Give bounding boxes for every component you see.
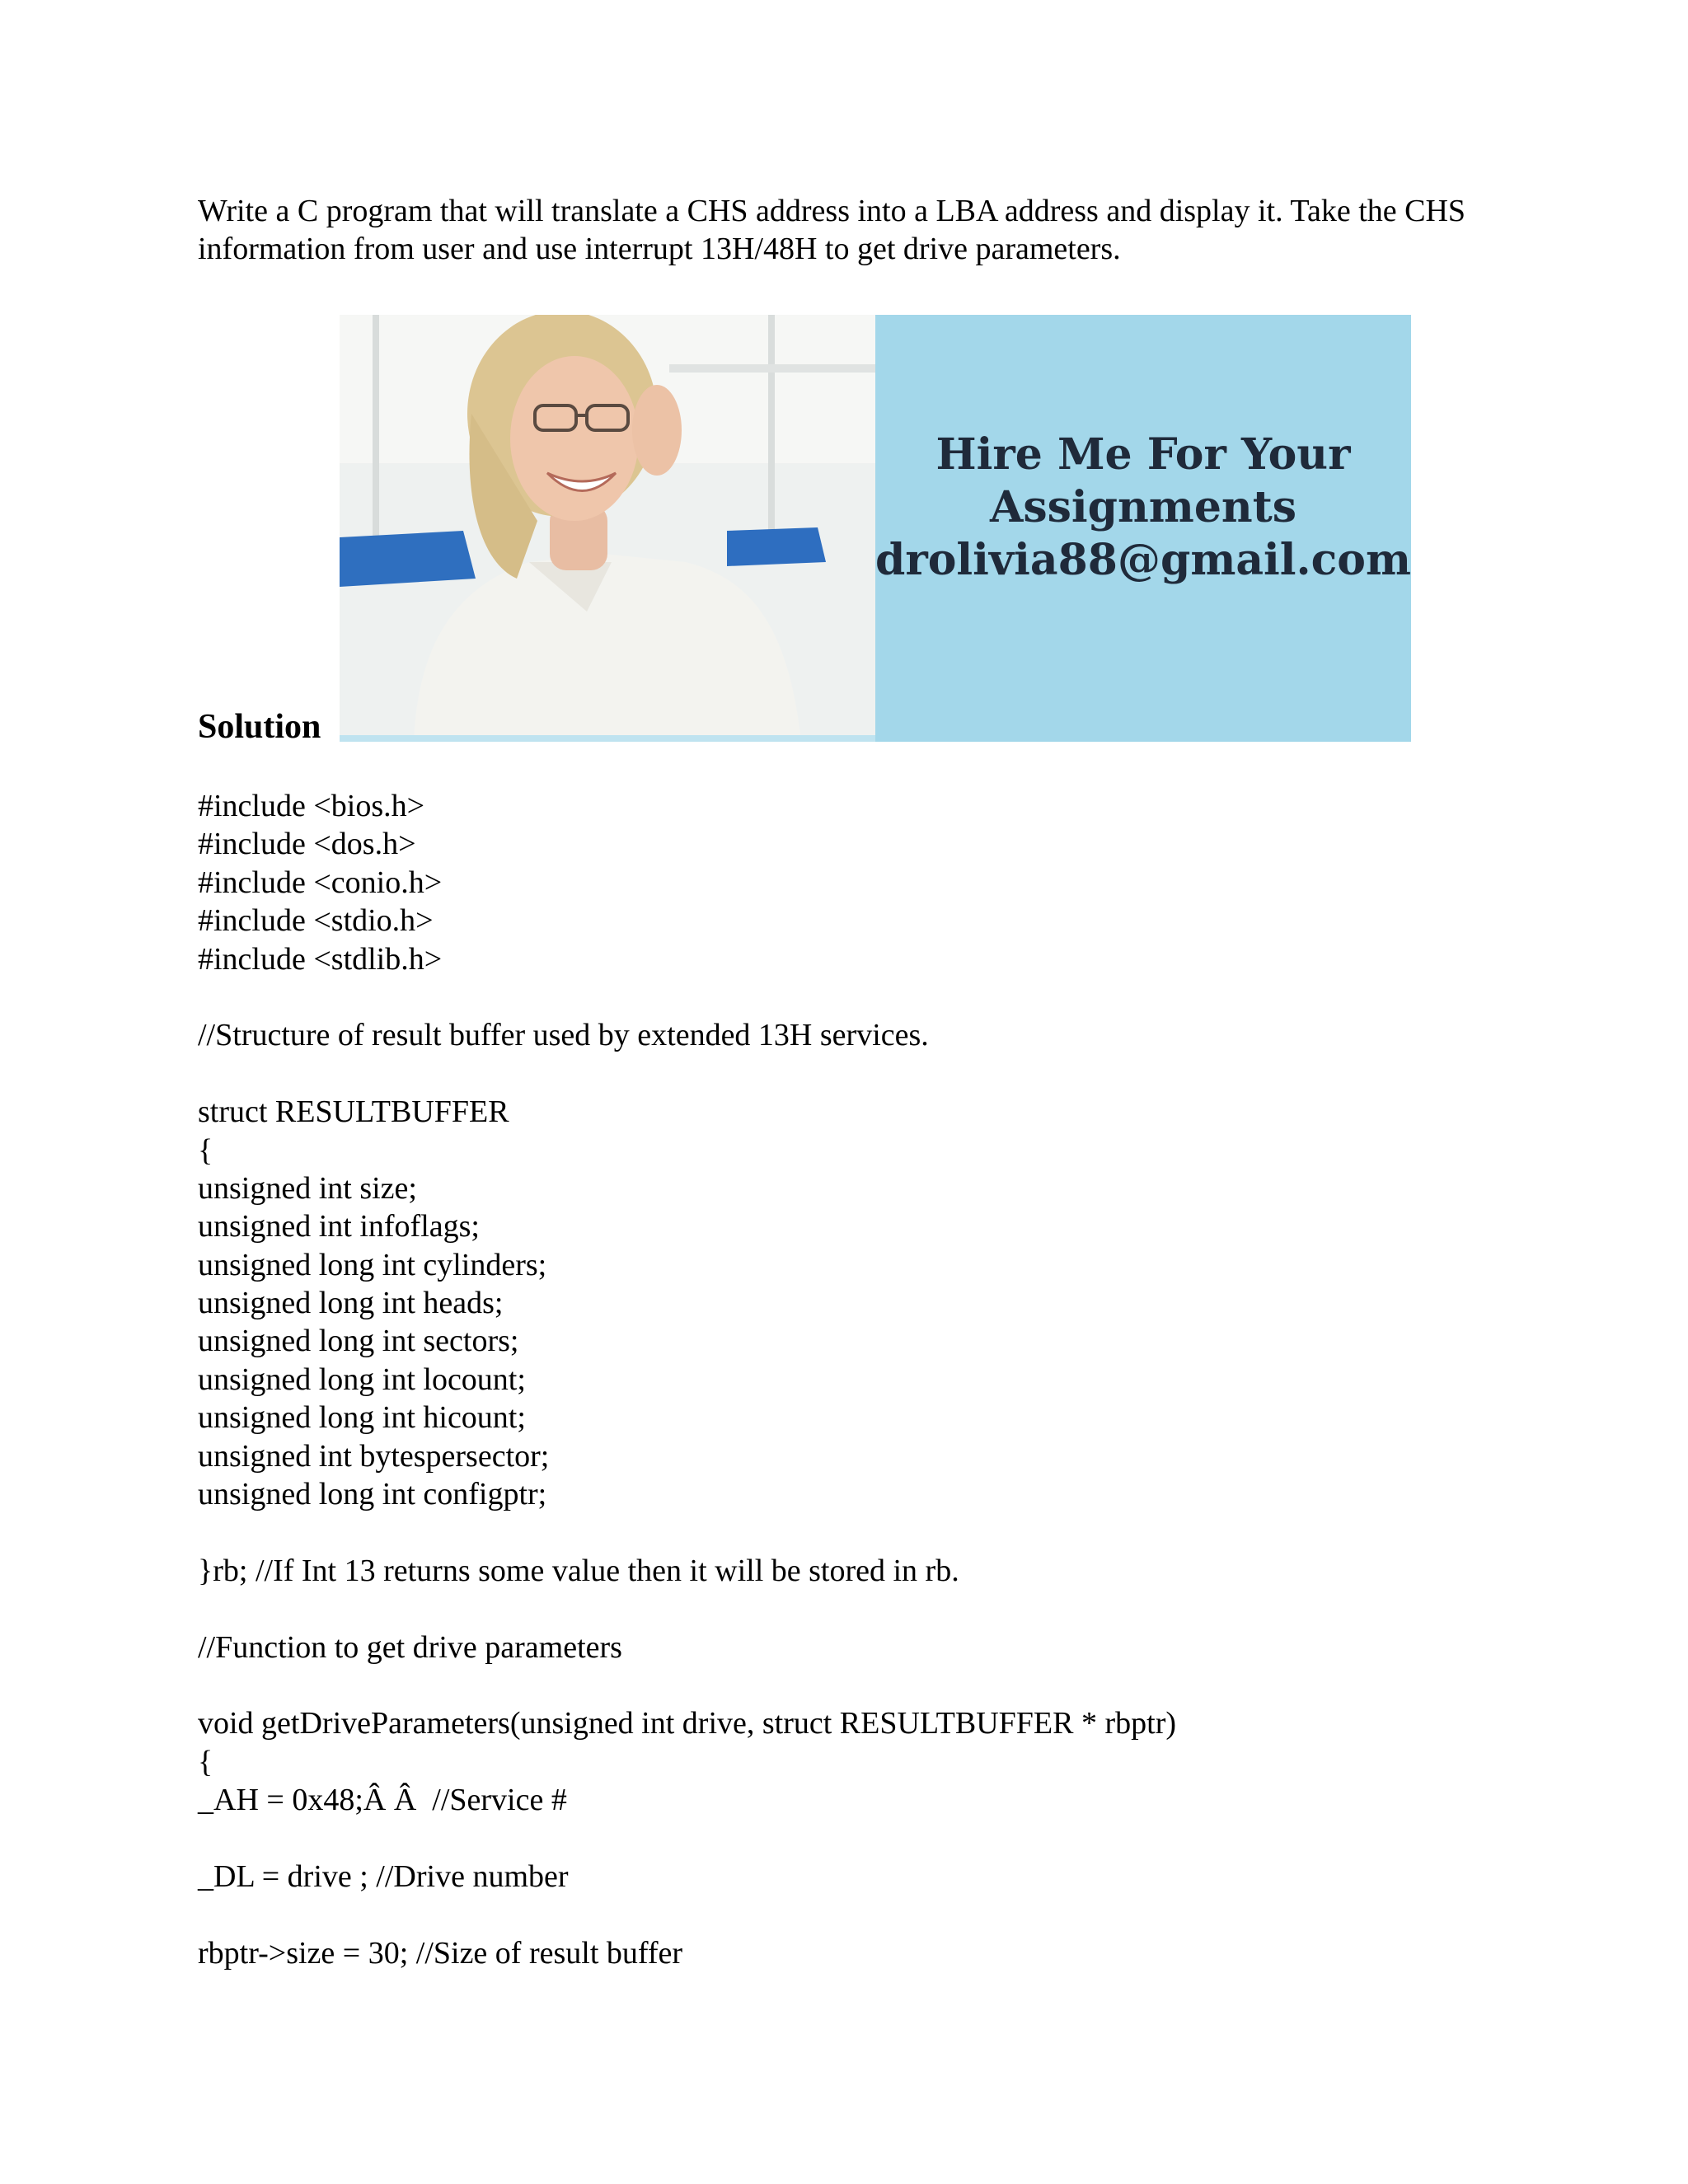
code-line: unsigned long int heads;: [198, 1286, 504, 1321]
code-line: unsigned int infoflags;: [198, 1209, 480, 1244]
code-line: #include <stdlib.h>: [198, 941, 443, 977]
code-line: #include <bios.h>: [198, 789, 425, 823]
code-line: //Function to get drive parameters: [198, 1629, 622, 1665]
code-line: unsigned long int hicount;: [198, 1400, 526, 1436]
code-line: unsigned long int cylinders;: [198, 1247, 547, 1282]
advertisement-banner[interactable]: [340, 315, 1411, 742]
code-line: void getDriveParameters(unsigned int drive, struct RESULTBUFFER * rbptr): [198, 1706, 1176, 1741]
code-line: [198, 1055, 1599, 1093]
code-line: unsigned int bytespersector;: [198, 1438, 550, 1474]
code-line: #include <conio.h>: [198, 865, 443, 900]
code-line: rbptr->size = 30; //Size of result buffer: [198, 1935, 683, 1971]
code-line: unsigned long int locount;: [198, 1361, 526, 1397]
code-line: [198, 1666, 1599, 1704]
code-line: #include <dos.h>: [198, 827, 416, 862]
code-line: unsigned long int configptr;: [198, 1477, 547, 1512]
code-line: unsigned int size;: [198, 1170, 417, 1206]
code-line: _AH = 0x48;Â Â //Service #: [198, 1783, 567, 1818]
question-text: Write a C program that will translate a CHS address into a LBA address and display it. Take the CHS information from user and use interrupt 13H/48H to get drive parameters.: [198, 194, 1466, 266]
ad-email[interactable]: drolivia88@gmail.com: [874, 535, 1412, 585]
code-line: //Structure of result buffer used by extended 13H services.: [198, 1018, 929, 1053]
code-line: unsigned long int sectors;: [198, 1324, 519, 1359]
code-listing: [198, 787, 1599, 1972]
code-line: {: [198, 1744, 213, 1779]
code-line: [198, 1513, 1599, 1551]
code-line: [198, 978, 1599, 1016]
code-line: }rb; //If Int 13 returns some value then it will be stored in rb.: [198, 1553, 959, 1588]
code-line: struct RESULTBUFFER: [198, 1094, 509, 1130]
ad-line-1: Hire Me For Your: [935, 429, 1351, 480]
solution-heading: Solution: [198, 708, 321, 746]
ad-line-2: Assignments: [989, 482, 1297, 532]
code-line: #include <stdio.h>: [198, 903, 434, 939]
ad-text-block: [875, 315, 1411, 742]
code-line: _DL = drive ; //Drive number: [198, 1858, 569, 1894]
code-line: [198, 1820, 1599, 1858]
code-line: {: [198, 1132, 213, 1168]
code-line: [198, 1896, 1599, 1933]
code-line: [198, 1590, 1599, 1628]
